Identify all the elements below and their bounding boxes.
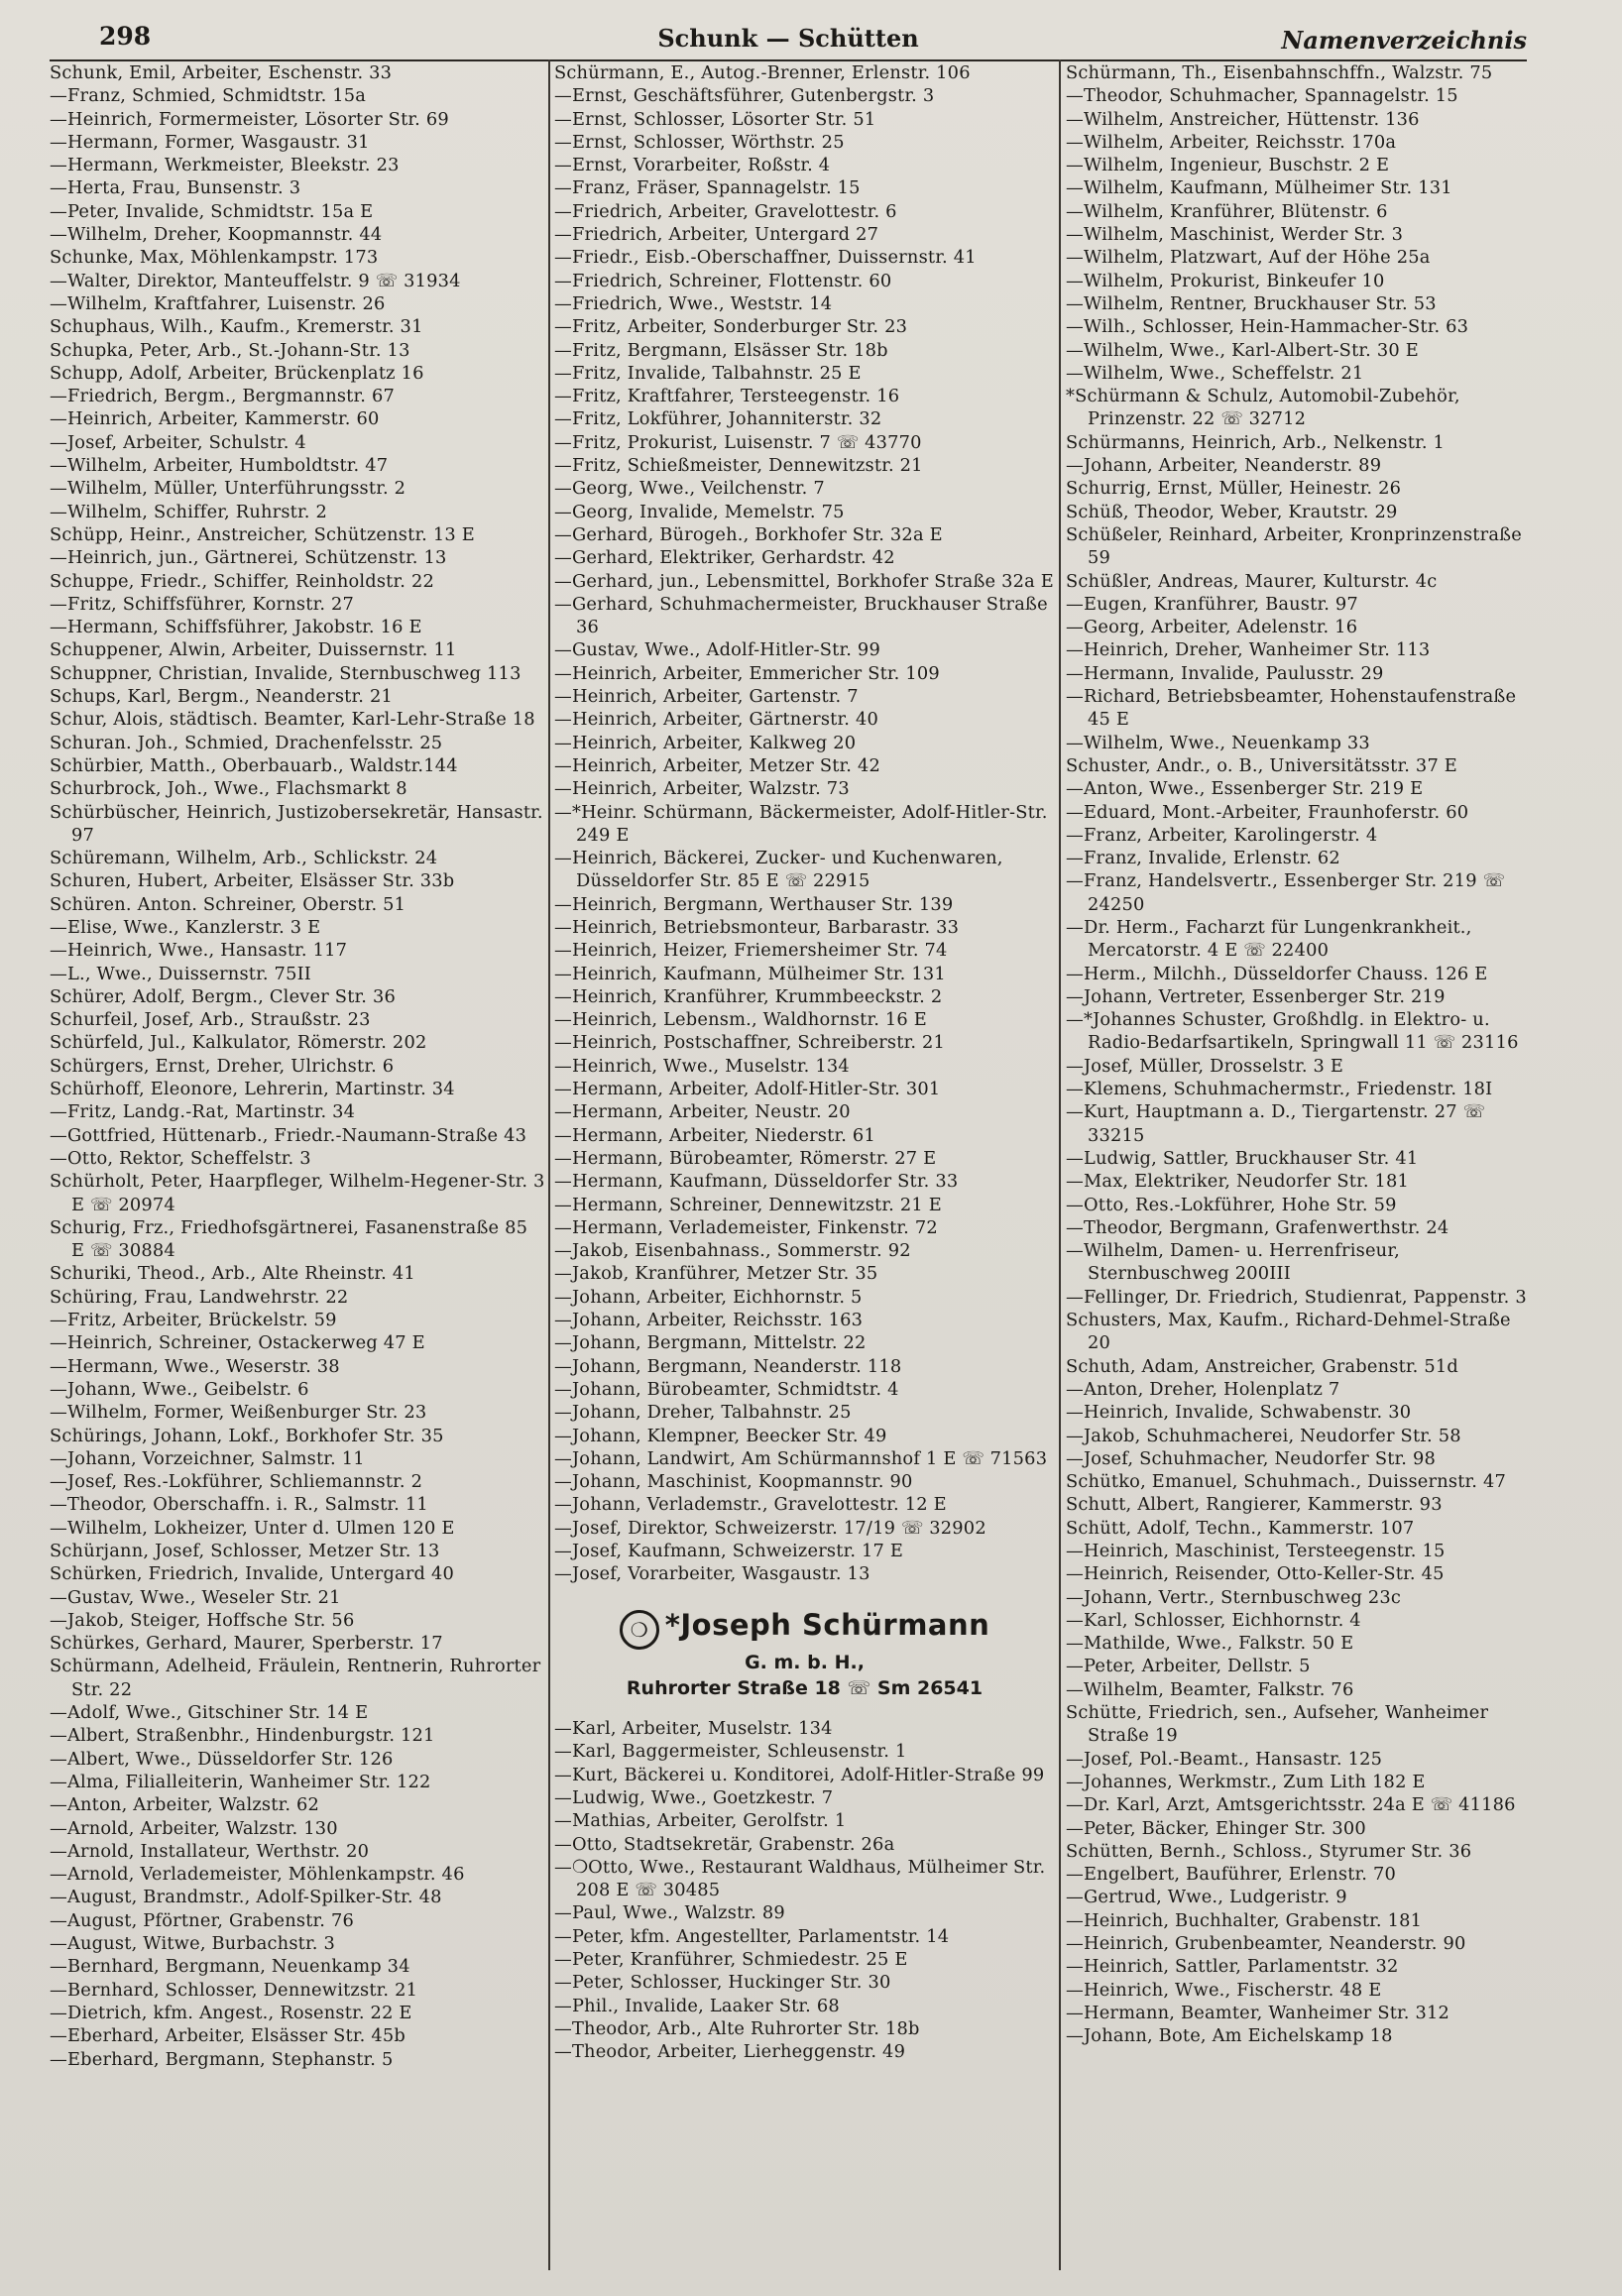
directory-entry: —Eberhard, Bergmann, Stephanstr. 5 — [50, 2048, 394, 2070]
directory-entry: Schürmann, Th., Eisenbahnschffn., Walzstr. 75 — [1066, 62, 1493, 83]
directory-entry: —Gertrud, Wwe., Ludgeristr. 9 — [1066, 1887, 1347, 1908]
directory-entry: —Fritz, Invalide, Talbahnstr. 25 E — [554, 362, 862, 384]
directory-entry: —Max, Elektriker, Neudorfer Str. 181 — [1066, 1171, 1410, 1193]
directory-entry: —Georg, Invalide, Memelstr. 75 — [554, 501, 845, 522]
directory-entry: —Wilhelm, Dreher, Koopmannstr. 44 — [50, 224, 383, 246]
directory-entry: —Johannes, Werkmstr., Zum Lith 182 E — [1066, 1771, 1426, 1792]
directory-entry: Schürjann, Josef, Schlosser, Metzer Str. 13 — [50, 1541, 440, 1561]
directory-entry: Schurbrock, Joh., Wwe., Flachsmarkt 8 — [50, 778, 407, 800]
directory-entry: —Arnold, Verlademeister, Möhlenkampstr. 46 — [50, 1864, 465, 1886]
directory-entry: Schutt, Albert, Rangierer, Kammerstr. 93 — [1066, 1494, 1443, 1516]
section-title: Namenverzeichnis — [1281, 26, 1527, 55]
directory-entry: —Heinrich, Maschinist, Tersteegenstr. 15 — [1066, 1541, 1446, 1561]
directory-entry: —Wilhelm, Müller, Unterführungsstr. 2 — [50, 478, 406, 500]
directory-entry: —Johann, Vorzeichner, Salmstr. 11 — [50, 1447, 365, 1469]
directory-entry: —Eberhard, Arbeiter, Elsässer Str. 45b — [50, 2025, 406, 2047]
directory-entry: Schürken, Friedrich, Invalide, Untergard 40 — [50, 1563, 454, 1585]
directory-entry: —August, Brandmstr., Adolf-Spilker-Str. 48 — [50, 1887, 442, 1908]
directory-entry: —Heinrich, Bäckerei, Zucker- und Kuchenwaren, Düsseldorfer Str. 85 E ☏ 22915 — [554, 848, 1003, 892]
directory-entry: —Wilhelm, Maschinist, Werder Str. 3 — [1066, 224, 1404, 246]
directory-entry: —*Johannes Schuster, Großhdlg. in Elektro- u. Radio-Bedarfsartikeln, Springwall 11 ☏ 23116 — [1066, 1009, 1519, 1054]
directory-entry: —Peter, Invalide, Schmidtstr. 15a E — [50, 200, 374, 222]
directory-entry: —Franz, Fräser, Spannagelstr. 15 — [554, 177, 861, 199]
directory-entry: —August, Witwe, Burbachstr. 3 — [50, 1933, 335, 1955]
directory-entry: —Phil., Invalide, Laaker Str. 68 — [554, 1995, 840, 2016]
directory-entry: —Heinrich, Wwe., Muselstr. 134 — [554, 1055, 850, 1077]
directory-entry: —Johann, Bergmann, Neanderstr. 118 — [554, 1355, 902, 1377]
directory-entry: —Georg, Wwe., Veilchenstr. 7 — [554, 478, 825, 500]
directory-entry: Schürfeld, Jul., Kalkulator, Römerstr. 202 — [50, 1032, 427, 1054]
directory-entry: —Josef, Schuhmacher, Neudorfer Str. 98 — [1066, 1447, 1437, 1469]
directory-entry: —Eduard, Mont.-Arbeiter, Fraunhoferstr. 60 — [1066, 801, 1469, 823]
directory-entry: —Hermann, Werkmeister, Bleekstr. 23 — [50, 155, 400, 176]
directory-entry: Schürmanns, Heinrich, Arb., Nelkenstr. 1 — [1066, 431, 1446, 453]
column-2-entries-after-ad — [554, 1717, 1055, 2063]
directory-entry: —Fritz, Kraftfahrer, Tersteegenstr. 16 — [554, 386, 900, 407]
directory-entry: —Heinrich, Arbeiter, Emmericher Str. 109 — [554, 662, 940, 684]
directory-entry: —Adolf, Wwe., Gitschiner Str. 14 E — [50, 1702, 369, 1724]
directory-entry: Schurfeil, Josef, Arb., Straußstr. 23 — [50, 1009, 371, 1031]
directory-entry: —Friedr., Eisb.-Oberschaffner, Duissernstr. 41 — [554, 247, 977, 269]
directory-entry: Schüß, Theodor, Weber, Krautstr. 29 — [1066, 501, 1398, 522]
directory-entry: —Josef, Müller, Drosselstr. 3 E — [1066, 1055, 1344, 1077]
directory-entry: Schups, Karl, Bergm., Neanderstr. 21 — [50, 686, 394, 708]
directory-entry: —August, Pförtner, Grabenstr. 76 — [50, 1909, 355, 1931]
directory-entry: —Josef, Pol.-Beamt., Hansastr. 125 — [1066, 1748, 1383, 1770]
directory-entry: —Heinrich, Wwe., Fischerstr. 48 E — [1066, 1979, 1382, 2001]
directory-entry: —Heinrich, Arbeiter, Walzstr. 73 — [554, 778, 850, 800]
directory-entry: —Wilhelm, Anstreicher, Hüttenstr. 136 — [1066, 108, 1420, 130]
directory-entry: —Ludwig, Wwe., Goetzkestr. 7 — [554, 1786, 834, 1808]
directory-entry: —Heinrich, Invalide, Schwabenstr. 30 — [1066, 1402, 1412, 1424]
column-2 — [554, 61, 1055, 2296]
directory-entry: —Johann, Landwirt, Am Schürmannshof 1 E ☏ 71563 — [554, 1447, 1048, 1469]
directory-entry: —Wilhelm, Wwe., Neuenkamp 33 — [1066, 732, 1370, 753]
directory-entry: —Hermann, Kaufmann, Düsseldorfer Str. 33 — [554, 1171, 959, 1193]
directory-entry: —Gerhard, Elektriker, Gerhardstr. 42 — [554, 547, 895, 569]
directory-entry: —Theodor, Arbeiter, Lierheggenstr. 49 — [554, 2041, 906, 2063]
directory-entry: —Heinrich, Kaufmann, Mülheimer Str. 131 — [554, 963, 946, 984]
directory-entry: Schütt, Adolf, Techn., Kammerstr. 107 — [1066, 1517, 1415, 1539]
directory-entry: —Johann, Bote, Am Eichelskamp 18 — [1066, 2025, 1393, 2047]
directory-entry: —Wilh., Schlosser, Hein-Hammacher-Str. 63 — [1066, 316, 1469, 338]
directory-entry: —Hermann, Invalide, Paulusstr. 29 — [1066, 662, 1384, 684]
advertisement — [554, 1586, 1055, 1718]
directory-entry: —Heinrich, Schreiner, Ostackerweg 47 E — [50, 1332, 425, 1354]
directory-entry: *Schürmann & Schulz, Automobil-Zubehör, Prinzenstr. 22 ☏ 32712 — [1066, 386, 1460, 430]
directory-entry: Schütte, Friedrich, sen., Aufseher, Wanheimer Straße 19 — [1066, 1702, 1489, 1747]
directory-entry: —Karl, Baggermeister, Schleusenstr. 1 — [554, 1741, 907, 1763]
directory-entry: Schüßler, Andreas, Maurer, Kulturstr. 4c — [1066, 570, 1438, 592]
directory-entry: —Wilhelm, Platzwart, Auf der Höhe 25a — [1066, 247, 1431, 269]
directory-entry: —Peter, kfm. Angestellter, Parlamentstr. 14 — [554, 1925, 950, 1947]
directory-entry: —Herta, Frau, Bunsenstr. 3 — [50, 177, 301, 199]
directory-entry: —*Heinr. Schürmann, Bäckermeister, Adolf-Hitler-Str. 249 E — [554, 801, 1048, 846]
directory-entry: —Fritz, Landg.-Rat, Martinstr. 34 — [50, 1101, 356, 1123]
column-1 — [50, 61, 545, 2296]
directory-entry: —Franz, Invalide, Erlenstr. 62 — [1066, 848, 1340, 869]
directory-entry: —Otto, Stadtsekretär, Grabenstr. 26a — [554, 1833, 895, 1855]
directory-entry: —Fritz, Schiffsführer, Kornstr. 27 — [50, 593, 355, 615]
directory-entry: Schur, Alois, städtisch. Beamter, Karl-Lehr-Straße 18 — [50, 709, 535, 731]
directory-entry: Schuppener, Alwin, Arbeiter, Duissernstr. 11 — [50, 639, 457, 661]
directory-entry: Schuppe, Friedr., Schiffer, Reinholdstr. 22 — [50, 570, 435, 592]
directory-entry: —Gustav, Wwe., Adolf-Hitler-Str. 99 — [554, 639, 880, 661]
directory-entry: —Albert, Wwe., Düsseldorfer Str. 126 — [50, 1748, 394, 1770]
directory-entry: —Johann, Vertr., Sternbuschweg 23c — [1066, 1586, 1402, 1608]
column-3 — [1066, 61, 1537, 2296]
directory-entry: —Johann, Klempner, Beecker Str. 49 — [554, 1425, 887, 1446]
ad-company-name: *Joseph Schürmann — [664, 1607, 990, 1642]
directory-entry: —Wilhelm, Damen- u. Herrenfriseur, Sternbuschweg 200III — [1066, 1240, 1400, 1285]
directory-entry: —Kurt, Bäckerei u. Konditorei, Adolf-Hitler-Straße 99 — [554, 1764, 1045, 1785]
directory-entry: —Elise, Wwe., Kanzlerstr. 3 E — [50, 916, 321, 938]
directory-entry: Schunk, Emil, Arbeiter, Eschenstr. 33 — [50, 62, 393, 83]
directory-entry: Schürbüscher, Heinrich, Justizobersekretär, Hansastr. 97 — [50, 801, 543, 846]
directory-entry: —Ernst, Schlosser, Lösorter Str. 51 — [554, 108, 876, 130]
directory-entry: —Wilhelm, Arbeiter, Reichsstr. 170a — [1066, 131, 1397, 153]
directory-entry: —Wilhelm, Ingenieur, Buschstr. 2 E — [1066, 155, 1390, 176]
directory-entry: —Josef, Kaufmann, Schweizerstr. 17 E — [554, 1541, 904, 1561]
directory-entry: Schürmann, Adelheid, Fräulein, Rentnerin, Ruhrorter Str. 22 — [50, 1656, 541, 1700]
directory-entry: —Wilhelm, Kraftfahrer, Luisenstr. 26 — [50, 292, 386, 314]
directory-entry: —Heinrich, Arbeiter, Metzer Str. 42 — [554, 754, 881, 776]
directory-entry: —Josef, Direktor, Schweizerstr. 17/19 ☏ 32902 — [554, 1517, 986, 1539]
directory-entry: —Dietrich, kfm. Angest., Rosenstr. 22 E — [50, 2002, 412, 2023]
directory-entry: —Josef, Vorarbeiter, Wasgaustr. 13 — [554, 1563, 870, 1585]
column-divider — [548, 59, 550, 2270]
directory-entry: —Franz, Arbeiter, Karolingerstr. 4 — [1066, 824, 1378, 846]
directory-entry: —Hermann, Schiffsführer, Jakobstr. 16 E — [50, 617, 422, 638]
directory-entry: Schusters, Max, Kaufm., Richard-Dehmel-Straße 20 — [1066, 1310, 1511, 1354]
directory-entry: —Wilhelm, Wwe., Scheffelstr. 21 — [1066, 362, 1364, 384]
directory-entry: Schuth, Adam, Anstreicher, Grabenstr. 51d — [1066, 1355, 1458, 1377]
directory-entry: —Ludwig, Sattler, Bruckhauser Str. 41 — [1066, 1147, 1419, 1169]
directory-entry: —Heinrich, Postschaffner, Schreiberstr. 21 — [554, 1032, 946, 1054]
directory-entry: Schurrig, Ernst, Müller, Heinestr. 26 — [1066, 478, 1402, 500]
directory-entry: —Peter, Arbeiter, Dellstr. 5 — [1066, 1656, 1311, 1677]
directory-entry: —Hermann, Arbeiter, Niederstr. 61 — [554, 1124, 875, 1146]
directory-entry: —Hermann, Wwe., Weserstr. 38 — [50, 1355, 340, 1377]
directory-entry: —Wilhelm, Schiffer, Ruhrstr. 2 — [50, 501, 327, 522]
directory-entry: Schuran. Joh., Schmied, Drachenfelsstr. 25 — [50, 732, 443, 753]
directory-entry: —Karl, Schlosser, Eichhornstr. 4 — [1066, 1609, 1361, 1631]
directory-entry: Schütko, Emanuel, Schuhmach., Duissernstr. 47 — [1066, 1471, 1507, 1493]
directory-entry: —Peter, Bäcker, Ehinger Str. 300 — [1066, 1817, 1366, 1839]
directory-entry: —Bernhard, Schlosser, Dennewitzstr. 21 — [50, 1979, 418, 2001]
directory-entry: —Fritz, Arbeiter, Brückelstr. 59 — [50, 1310, 337, 1331]
directory-entry: —Johann, Bürobeamter, Schmidtstr. 4 — [554, 1378, 899, 1400]
directory-entry: —Ernst, Geschäftsführer, Gutenbergstr. 3 — [554, 85, 935, 107]
directory-entry: —Eugen, Kranführer, Baustr. 97 — [1066, 593, 1358, 615]
directory-entry: —Wilhelm, Rentner, Bruckhauser Str. 53 — [1066, 292, 1437, 314]
directory-entry: Schütten, Bernh., Schloss., Styrumer Str. 36 — [1066, 1840, 1472, 1862]
directory-entry: —Heinrich, Lebensm., Waldhornstr. 16 E — [554, 1009, 927, 1031]
directory-entry: —Heinrich, Formermeister, Lösorter Str. 69 — [50, 108, 449, 130]
directory-entry: —Hermann, Arbeiter, Neustr. 20 — [554, 1101, 851, 1123]
directory-entry: —Friedrich, Schreiner, Flottenstr. 60 — [554, 270, 892, 291]
ad-logo-icon: ❍ — [620, 1610, 659, 1650]
directory-entry: Schuppner, Christian, Invalide, Sternbuschweg 113 — [50, 662, 521, 684]
directory-entry: Schürgers, Ernst, Dreher, Ulrichstr. 6 — [50, 1055, 395, 1077]
directory-entry: —Kurt, Hauptmann a. D., Tiergartenstr. 27 ☏ 33215 — [1066, 1101, 1486, 1146]
directory-entry: Schüremann, Wilhelm, Arb., Schlickstr. 24 — [50, 848, 438, 869]
directory-entry: —Hermann, Verlademeister, Finkenstr. 72 — [554, 1216, 938, 1238]
directory-entry: —Heinrich, Dreher, Wanheimer Str. 113 — [1066, 639, 1431, 661]
directory-entry: Schürkes, Gerhard, Maurer, Sperberstr. 17 — [50, 1633, 443, 1655]
directory-entry: —Heinrich, Arbeiter, Gartenstr. 7 — [554, 686, 859, 708]
directory-entry: —Anton, Wwe., Essenberger Str. 219 E — [1066, 778, 1424, 800]
directory-entry: Schürhoff, Eleonore, Lehrerin, Martinstr. 34 — [50, 1079, 455, 1100]
directory-entry: Schüpp, Heinr., Anstreicher, Schützenstr. 13 E — [50, 523, 475, 545]
directory-entry: —Jakob, Steiger, Hoffsche Str. 56 — [50, 1609, 355, 1631]
directory-entry: —Heinrich, Heizer, Friemersheimer Str. 74 — [554, 940, 948, 962]
directory-entry: —Heinrich, Grubenbeamter, Neanderstr. 90 — [1066, 1933, 1466, 1955]
directory-entry: —Franz, Handelsvertr., Essenberger Str. 219 ☏ 24250 — [1066, 870, 1506, 915]
directory-entry: Schuren, Hubert, Arbeiter, Elsässer Str. 33b — [50, 870, 455, 892]
directory-entry: —Fritz, Schießmeister, Dennewitzstr. 21 — [554, 455, 923, 477]
directory-entry: —Hermann, Arbeiter, Adolf-Hitler-Str. 301 — [554, 1079, 941, 1100]
directory-entry: —Arnold, Arbeiter, Walzstr. 130 — [50, 1817, 338, 1839]
directory-entry: Schuphaus, Wilh., Kaufm., Kremerstr. 31 — [50, 316, 423, 338]
directory-entry: Schunke, Max, Möhlenkampstr. 173 — [50, 247, 379, 269]
directory-entry: Schurig, Frz., Friedhofsgärtnerei, Fasanenstraße 85 E ☏ 30884 — [50, 1216, 528, 1262]
directory-entry: —Hermann, Former, Wasgaustr. 31 — [50, 131, 370, 153]
directory-entry: —Dr. Karl, Arzt, Amtsgerichtsstr. 24a E ☏ 41186 — [1066, 1794, 1516, 1816]
directory-entry: —Mathias, Arbeiter, Gerolfstr. 1 — [554, 1810, 847, 1832]
directory-entry: —Gerhard, Schuhmachermeister, Bruckhauser Straße 36 — [554, 593, 1048, 638]
directory-entry: —Johann, Maschinist, Koopmannstr. 90 — [554, 1471, 913, 1493]
directory-entry: —Georg, Arbeiter, Adelenstr. 16 — [1066, 617, 1358, 638]
directory-entry: —Heinrich, Betriebsmonteur, Barbarastr. 33 — [554, 916, 960, 938]
directory-entry: Schürer, Adolf, Bergm., Clever Str. 36 — [50, 985, 397, 1007]
directory-entry: —L., Wwe., Duissernstr. 75II — [50, 963, 312, 984]
directory-entry: —Jakob, Schuhmacherei, Neudorfer Str. 58 — [1066, 1425, 1461, 1446]
directory-entry: —Johann, Dreher, Talbahnstr. 25 — [554, 1402, 852, 1424]
directory-entry: —Anton, Arbeiter, Walzstr. 62 — [50, 1794, 320, 1816]
directory-entry: —Arnold, Installateur, Werthstr. 20 — [50, 1840, 370, 1862]
directory-entry: —Albert, Straßenbhr., Hindenburgstr. 121 — [50, 1725, 435, 1747]
directory-entry: —Wilhelm, Kranführer, Blütenstr. 6 — [1066, 200, 1388, 222]
directory-entry: —Ernst, Vorarbeiter, Roßstr. 4 — [554, 155, 831, 176]
directory-entry: —Paul, Wwe., Walzstr. 89 — [554, 1902, 785, 1924]
column-divider — [1059, 59, 1061, 2270]
directory-entry: —Heinrich, Arbeiter, Kalkweg 20 — [554, 732, 857, 753]
directory-entry: Schürbier, Matth., Oberbauarb., Waldstr.144 — [50, 754, 458, 776]
directory-entry: —Heinrich, Kranführer, Krummbeeckstr. 2 — [554, 985, 943, 1007]
directory-entry: —Richard, Betriebsbeamter, Hohenstaufenstraße 45 E — [1066, 686, 1517, 731]
directory-entry: —Jakob, Kranführer, Metzer Str. 35 — [554, 1263, 878, 1285]
directory-entry: —Friedrich, Bergm., Bergmannstr. 67 — [50, 386, 395, 407]
directory-entry: —Johann, Arbeiter, Neanderstr. 89 — [1066, 455, 1382, 477]
directory-entry: —Wilhelm, Wwe., Karl-Albert-Str. 30 E — [1066, 339, 1419, 361]
directory-entry: —Heinrich, Buchhalter, Grabenstr. 181 — [1066, 1909, 1423, 1931]
directory-entry: Schürmann, E., Autog.-Brenner, Erlenstr. 106 — [554, 62, 971, 83]
directory-entry: —Johann, Arbeiter, Reichsstr. 163 — [554, 1310, 864, 1331]
ad-company-form: G. m. b. H., — [745, 1652, 865, 1674]
directory-entry: —Dr. Herm., Facharzt für Lungenkrankheit., Mercatorstr. 4 E ☏ 22400 — [1066, 916, 1472, 962]
directory-entry: —Fritz, Prokurist, Luisenstr. 7 ☏ 43770 — [554, 431, 922, 453]
directory-entry: —Johann, Wwe., Geibelstr. 6 — [50, 1378, 309, 1400]
directory-entry: —Bernhard, Bergmann, Neuenkamp 34 — [50, 1956, 410, 1978]
directory-entry: —Theodor, Oberschaffn. i. R., Salmstr. 11 — [50, 1494, 428, 1516]
directory-entry: —Johann, Verlademstr., Gravelottestr. 12 E — [554, 1494, 947, 1516]
directory-entry: —Friedrich, Arbeiter, Gravelottestr. 6 — [554, 200, 897, 222]
directory-entry: Schuster, Andr., o. B., Universitätsstr. 37 E — [1066, 754, 1457, 776]
directory-entry: —Fritz, Lokführer, Johanniterstr. 32 — [554, 408, 882, 430]
directory-entry: —Heinrich, jun., Gärtnerei, Schützenstr. 13 — [50, 547, 447, 569]
directory-entry: —Engelbert, Bauführer, Erlenstr. 70 — [1066, 1864, 1397, 1886]
directory-entry: —Klemens, Schuhmachermstr., Friedenstr. 18I — [1066, 1079, 1493, 1100]
directory-entry: Schupka, Peter, Arb., St.-Johann-Str. 13 — [50, 339, 410, 361]
directory-entry: —Jakob, Eisenbahnass., Sommerstr. 92 — [554, 1240, 911, 1262]
directory-entry: Schürings, Johann, Lokf., Borkhofer Str. 35 — [50, 1425, 444, 1446]
directory-entry: —Gerhard, jun., Lebensmittel, Borkhofer Straße 32a E — [554, 570, 1054, 592]
directory-entry: —Herm., Milchh., Düsseldorfer Chauss. 126 E — [1066, 963, 1488, 984]
directory-entry: —Otto, Rektor, Scheffelstr. 3 — [50, 1147, 311, 1169]
directory-entry: —Karl, Arbeiter, Muselstr. 134 — [554, 1718, 833, 1740]
directory-entry: Schüring, Frau, Landwehrstr. 22 — [50, 1286, 349, 1308]
directory-entry: —Hermann, Bürobeamter, Römerstr. 27 E — [554, 1147, 937, 1169]
directory-entry: —Hermann, Beamter, Wanheimer Str. 312 — [1066, 2002, 1450, 2023]
directory-entry: —Peter, Kranführer, Schmiedestr. 25 E — [554, 1949, 908, 1971]
directory-entry: —Josef, Arbeiter, Schulstr. 4 — [50, 431, 306, 453]
directory-entry: —Walter, Direktor, Manteuffelstr. 9 ☏ 31934 — [50, 270, 461, 291]
directory-entry: —Franz, Schmied, Schmidtstr. 15a — [50, 85, 367, 107]
directory-entry: Schüren. Anton. Schreiner, Oberstr. 51 — [50, 893, 406, 915]
directory-entry: —Gottfried, Hüttenarb., Friedr.-Naumann-Straße 43 — [50, 1124, 527, 1146]
directory-entry: —Theodor, Arb., Alte Ruhrorter Str. 18b — [554, 2017, 920, 2039]
directory-entry: —Wilhelm, Arbeiter, Humboldtstr. 47 — [50, 455, 389, 477]
directory-entry: —Gerhard, Bürogeh., Borkhofer Str. 32a E — [554, 523, 943, 545]
page-number: 298 — [99, 22, 152, 51]
directory-entry: —Fritz, Arbeiter, Sonderburger Str. 23 — [554, 316, 908, 338]
directory-entry: Schürholt, Peter, Haarpfleger, Wilhelm-Hegener-Str. 3 E ☏ 20974 — [50, 1171, 545, 1215]
column-2-entries — [554, 61, 1055, 1586]
directory-entry: —Heinrich, Arbeiter, Gärtnerstr. 40 — [554, 709, 878, 731]
directory-entry: —Alma, Filialleiterin, Wanheimer Str. 122 — [50, 1771, 431, 1792]
directory-entry: —Gustav, Wwe., Weseler Str. 21 — [50, 1586, 341, 1608]
directory-entry: Schuriki, Theod., Arb., Alte Rheinstr. 41 — [50, 1263, 415, 1285]
directory-entry: —Wilhelm, Beamter, Falkstr. 76 — [1066, 1678, 1354, 1700]
directory-entry: —Ernst, Schlosser, Wörthstr. 25 — [554, 131, 845, 153]
directory-entry: —Wilhelm, Lokheizer, Unter d. Ulmen 120 E — [50, 1517, 455, 1539]
directory-entry: —Heinrich, Bergmann, Werthauser Str. 139 — [554, 893, 954, 915]
directory-entry: —Heinrich, Sattler, Parlamentstr. 32 — [1066, 1956, 1399, 1978]
directory-entry: —Theodor, Bergmann, Grafenwerthstr. 24 — [1066, 1216, 1449, 1238]
directory-entry: —Johann, Bergmann, Mittelstr. 22 — [554, 1332, 867, 1354]
directory-entry: —Hermann, Schreiner, Dennewitzstr. 21 E — [554, 1194, 942, 1215]
directory-entry: Schupp, Adolf, Arbeiter, Brückenplatz 16 — [50, 362, 424, 384]
directory-entry: —Wilhelm, Prokurist, Binkeufer 10 — [1066, 270, 1385, 291]
directory-entry: —Friedrich, Wwe., Weststr. 14 — [554, 292, 833, 314]
directory-entry: —Fellinger, Dr. Friedrich, Studienrat, Pappenstr. 3 — [1066, 1286, 1527, 1308]
directory-entry: —Fritz, Bergmann, Elsässer Str. 18b — [554, 339, 888, 361]
page-header — [50, 18, 1527, 61]
directory-entry: —Wilhelm, Former, Weißenburger Str. 23 — [50, 1402, 427, 1424]
directory-entry: —Johann, Arbeiter, Eichhornstr. 5 — [554, 1286, 863, 1308]
page-title: Schunk — Schütten — [657, 24, 919, 53]
ad-address: Ruhrorter Straße 18 ☏ Sm 26541 — [626, 1677, 984, 1700]
directory-entry: —Johann, Vertreter, Essenberger Str. 219 — [1066, 985, 1446, 1007]
directory-entry: —Otto, Res.-Lokführer, Hohe Str. 59 — [1066, 1194, 1397, 1215]
directory-entry: Schüßeler, Reinhard, Arbeiter, Kronprinzenstraße 59 — [1066, 523, 1522, 569]
directory-entry: —Friedrich, Arbeiter, Untergard 27 — [554, 224, 879, 246]
directory-entry: —Theodor, Schuhmacher, Spannagelstr. 15 — [1066, 85, 1458, 107]
directory-entry: —Wilhelm, Kaufmann, Mülheimer Str. 131 — [1066, 177, 1452, 199]
directory-entry: —Heinrich, Arbeiter, Kammerstr. 60 — [50, 408, 380, 430]
directory-entry: —Mathilde, Wwe., Falkstr. 50 E — [1066, 1633, 1354, 1655]
directory-entry: —Heinrich, Reisender, Otto-Keller-Str. 45 — [1066, 1563, 1445, 1585]
directory-entry: —Peter, Schlosser, Huckinger Str. 30 — [554, 1972, 891, 1994]
directory-entry: —Anton, Dreher, Holenplatz 7 — [1066, 1378, 1340, 1400]
directory-entry: —Heinrich, Wwe., Hansastr. 117 — [50, 940, 348, 962]
directory-entry: —❍Otto, Wwe., Restaurant Waldhaus, Mülheimer Str. 208 E ☏ 30485 — [554, 1856, 1046, 1901]
directory-entry: —Josef, Res.-Lokführer, Schliemannstr. 2 — [50, 1471, 423, 1493]
